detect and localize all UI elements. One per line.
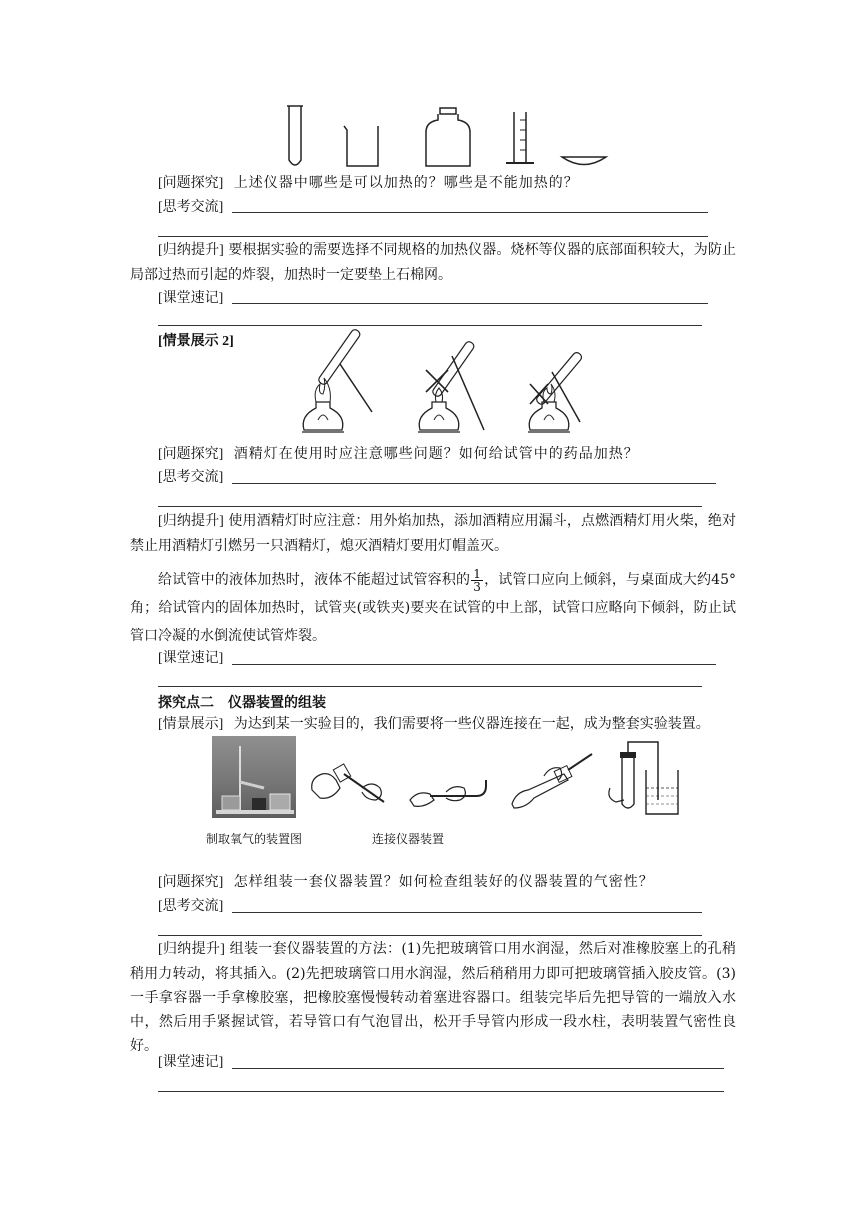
connecting-apparatus-illustration	[306, 740, 700, 820]
summary-paragraph-1	[130, 238, 736, 287]
answer-blank[interactable]	[232, 912, 702, 913]
think-tag: [思考交流]	[158, 200, 224, 215]
notes-blank[interactable]	[158, 1091, 724, 1092]
notes-tag: [课堂速记]	[158, 1055, 224, 1070]
notes-line-2	[158, 648, 223, 669]
notes-tag: [课堂速记]	[158, 651, 224, 666]
notes-blank[interactable]	[158, 686, 702, 687]
summary-paragraph-2	[130, 509, 736, 558]
heating-paragraph	[130, 566, 736, 650]
notes-blank[interactable]	[158, 325, 702, 326]
question-line-3	[158, 872, 654, 893]
scene-tag: [情景展示 2]	[158, 334, 234, 349]
question-tag: [问题探究]	[158, 176, 224, 191]
fraction-denominator: 3	[473, 579, 481, 594]
summary-tag: [归纳提升]	[158, 942, 225, 957]
question-text: 怎样组装一套仪器装置？如何检查组装好的仪器装置的气密性？	[233, 874, 654, 890]
think-line-2	[158, 467, 223, 488]
think-line-3	[158, 896, 223, 917]
think-line-1	[158, 197, 223, 218]
section-heading: 探究点二 仪器装置的组装	[158, 695, 326, 711]
notes-tag: [课堂速记]	[158, 291, 224, 306]
summary-paragraph-3	[130, 937, 736, 1058]
caption-connecting-apparatus: 连接仪器装置	[372, 832, 445, 846]
notes-blank[interactable]	[232, 303, 708, 304]
answer-blank[interactable]	[232, 212, 708, 213]
alcohol-lamp-illustration	[296, 350, 586, 442]
answer-blank[interactable]	[158, 506, 702, 507]
oxygen-apparatus-photo	[212, 736, 296, 818]
scene-text: 为达到某一实验目的，我们需要将一些仪器连接在一起，成为整套实验装置。	[233, 716, 710, 732]
question-line-2	[158, 444, 639, 465]
notes-line-1	[158, 288, 223, 309]
notes-blank[interactable]	[232, 664, 716, 665]
question-line-1	[158, 173, 579, 194]
one-third-fraction	[471, 568, 483, 593]
summary-text: 使用酒精灯时应注意：用外焰加热，添加酒精应用漏斗，点燃酒精灯用火柴，绝对禁止用酒精灯引燃另一只酒精灯，熄灭酒精灯要用灯帽盖灭。	[130, 513, 737, 554]
caption-oxygen-apparatus: 制取氧气的装置图	[206, 832, 303, 846]
think-tag: [思考交流]	[158, 899, 224, 914]
summary-text: 组装一套仪器装置的方法：(1)先把玻璃管口用水润湿，然后对准橡胶塞上的孔稍稍用力转动，将其插入。(2)先把玻璃管口用水润湿，然后稍稍用力即可把玻璃管插入胶皮管。(3)一手拿容器一手拿橡胶塞，把橡胶塞慢慢转动着塞进容器口。组装完毕后先把导管的一端放入水中，然后用手紧握试管，若导管口有气泡冒出，松开手导管内形成一段水柱，表明装置气密性良好。	[130, 941, 736, 1054]
summary-tag: [归纳提升]	[158, 514, 224, 529]
question-text: 酒精灯在使用时应注意哪些问题？如何给试管中的药品加热？	[233, 446, 639, 462]
answer-blank[interactable]	[158, 236, 708, 237]
summary-text: 要根据实验的需要选择不同规格的加热仪器。烧杯等仪器的底部面积较大，为防止局部过热而引起的炸裂，加热时一定要垫上石棉网。	[130, 242, 737, 283]
summary-tag: [归纳提升]	[158, 243, 224, 258]
glassware-illustration	[280, 100, 620, 170]
heating-text-before: 给试管中的液体加热时，液体不能超过试管容积的	[158, 572, 471, 588]
question-tag: [问题探究]	[158, 875, 224, 890]
question-text: 上述仪器中哪些是可以加热的？哪些是不能加热的？	[233, 175, 579, 191]
answer-blank[interactable]	[158, 935, 702, 936]
notes-line-3	[158, 1052, 223, 1073]
scene-line-3	[158, 714, 710, 735]
scene-tag: [情景展示]	[158, 717, 224, 732]
fraction-numerator: 1	[473, 566, 481, 581]
notes-blank[interactable]	[232, 1068, 724, 1069]
question-tag: [问题探究]	[158, 447, 224, 462]
answer-blank[interactable]	[232, 483, 716, 484]
heating-text-after: ，试管口应向上倾斜，与桌面成大约45°角；给试管内的固体加热时，试管夹(或铁夹)要夹在试管的中上部，试管口应略向下倾斜，防止试管口冷凝的水倒流使试管炸裂。	[130, 572, 736, 644]
scene-line-2	[158, 331, 234, 352]
think-tag: [思考交流]	[158, 470, 224, 485]
